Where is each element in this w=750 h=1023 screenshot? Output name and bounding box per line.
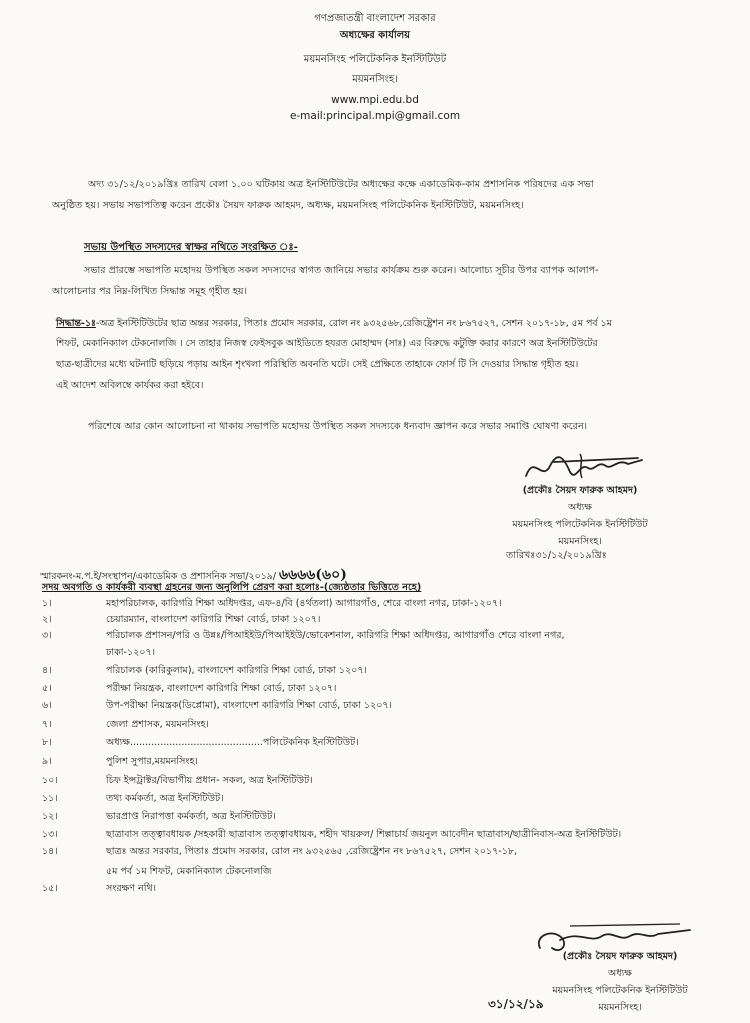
cc-list-text: অধ্যক্ষ............................................পলিটেকনিক ইনস্টিটিউট। [106, 737, 359, 748]
cc-list-number: ৩। [42, 630, 52, 641]
memo-ref-handwritten: ৬৬৬৬(৬০) [279, 567, 347, 583]
cc-list-text: তথ্য কর্মকর্তা, অত্র ইনস্টিটিউট। [106, 793, 224, 804]
cc-heading: সদয় অবগতি ও কার্যকরী ব্যবস্থা গ্রহনের জন্য অনুলিপি প্রেরণ করা হলোঃ-(জ্যেষ্ঠতার ভিত্তিতে নহে) [42, 582, 422, 593]
signature-1-name: (প্রকৌঃ সৈয়দ ফারুক আহমদ) [522, 485, 638, 496]
institute-city: ময়মনসিংহ। [352, 74, 398, 85]
opening-line-1: সভার প্রারম্ভে সভাপতি মহোদয় উপস্থিত সকল সদস্যদের স্বাগত জানিয়ে সভার কার্যক্রম শুরু করেন। আলোচ্য সূচীর উপর ব্যাপক আলাপ- [84, 265, 599, 276]
cc-list-text: পুলিশ সুপার,ময়মনসিংহ। [106, 756, 198, 767]
decision-line-1 [56, 316, 612, 331]
cc-list-number: ১০। [42, 775, 58, 786]
signature-1-image [520, 448, 650, 488]
initials-handwritten: ৩১/১২/১৯ [488, 997, 544, 1011]
gov-title: গণপ্রজাতন্ত্রী বাংলাদেশ সরকার [314, 13, 436, 24]
cc-list-text: পরিচালক প্রশাসন/পরি ও উন্নঃ/পিআইইউ/পিআইইউ/ভোকেশনাল, কারিগরি শিক্ষা অধিদপ্তর, আগারগাঁও শেরে বাংলা নগর, [106, 630, 565, 641]
cc-list-text: জেলা প্রশাসক, ময়মনসিংহ। [106, 719, 209, 730]
signature-2-institute: ময়মনসিংহ পলিটেকনিক ইনস্টিটিউট [552, 985, 688, 996]
cc-list-text: মহাপরিচালক, কারিগরি শিক্ষা অধিদপ্তর, এফ-৪/বি (৪র্থতলা) আগারগাঁও, শেরে বাংলা নগর, ঢাকা-১২০৭। [106, 598, 502, 609]
signature-1-title: অধ্যক্ষ [567, 502, 592, 513]
cc-list-text: ঢাকা-১২০৭। [106, 647, 156, 658]
signature-1-date: তারিখঃ৩১/১২/২০১৯খ্রিঃ [506, 550, 607, 561]
memo-ref: স্মারকনং-ম.প.ই/সংস্থাপন/একাডেমিক ও প্রশাসনিক সভা/২০১৯/ [40, 571, 277, 582]
cc-list-number: ১৩। [42, 829, 58, 840]
cc-list-number: ৫। [42, 683, 52, 694]
signature-2-name: (প্রকৌঃ সৈয়দ ফারুক আহমদ) [562, 951, 678, 962]
cc-list-number: ৮। [42, 737, 52, 748]
cc-list-text: ছাত্রঃ অন্তর সরকার, পিতাঃ প্রমোদ সরকার, রোল নং ৯৩২৫৬৫ ,রেজিষ্ট্রেশন নং ৮৬৭৫২৭, সেশন ২০১৭-১৮, [106, 846, 518, 857]
institute-name: ময়মনসিংহ পলিটেকনিক ইনস্টিটিউট [303, 54, 447, 65]
cc-list-number: ২। [42, 614, 52, 625]
intro-line-1: অদ্য ৩১/১২/২০১৯খ্রিঃ তারিখ বেলা ১.০০ ঘটিকায় অত্র ইনস্টিটিউটের অধ্যক্ষের কক্ষে একাডেমিক-কাম প্রশাসনিক পরিষদের এক সভা [88, 179, 594, 190]
cc-list-number: ১। [42, 598, 52, 609]
cc-list-text: চিফ ইন্সট্রাক্টর/বিভাগীয় প্রধান- সকল, অত্র ইনস্টিটিউট। [106, 775, 313, 786]
office-title: অধ্যক্ষের কার্যালয় [339, 30, 411, 41]
signature-1-institute: ময়মনসিংহ পলিটেকনিক ইনস্টিটিউট [512, 519, 648, 530]
cc-list-number: ১৫। [42, 883, 58, 894]
cc-list-number: ১২। [42, 811, 58, 822]
website-link: www.mpi.edu.bd [331, 94, 419, 106]
signature-1-city: ময়মনসিংহ। [558, 536, 602, 547]
cc-list-number: ১১। [42, 793, 58, 804]
cc-list-number: ৯। [42, 756, 52, 767]
cc-list-text: পরীক্ষা নিয়ন্ত্রক, বাংলাদেশ কারিগরি শিক্ষা বোর্ড, ঢাকা ১২০৭। [106, 683, 337, 694]
cc-list-text: ৫ম পর্ব ১ম শিফট, মেকানিক্যাল টেকনোলজি [106, 866, 272, 877]
cc-list-text: উপ-পরীক্ষা নিয়ন্ত্রক(ডিপ্লোমা), বাংলাদেশ কারিগরি শিক্ষা বোর্ড, ঢাকা ১২০৭। [106, 700, 392, 711]
decision-line-4: এই আদেশ অবিলম্বে কার্যকর করা হইবে। [56, 380, 204, 391]
cc-list-number: ৬। [42, 700, 52, 711]
cc-list-text: পরিচালক (কারিকুলাম), বাংলাদেশ কারিগরি শিক্ষা বোর্ড, ঢাকা ১২০৭। [106, 665, 367, 676]
decision-line-2: শিফট, মেকানিক্যাল টেকনোলজি । সে তাহার নিজস্ব ফেইসবুক আইডিতে হযরত মোহাম্মদ (সাঃ) এর বিরুদ্ধে কটুক্তি করার কারণে অত্র ইনস্টিটিউটের [56, 338, 598, 349]
decision-text-1: -অত্র ইনস্টিটিউটের ছাত্র অন্তর সরকার, পিতাঃ প্রমোদ সরকার, রোল নং ৯৩২৫৬৮,রেজিষ্ট্রেশন নং ৮৬৭৫২৭, সেশন ২০১৭-১৮, ৫ম পর্ব ১ম [95, 318, 612, 329]
attendance-heading: সভায় উপস্থিত সদস্যদের স্বাক্ষর নথিতে সংরক্ষিত ঃ- [84, 242, 298, 253]
email-address: e-mail:principal.mpi@gmail.com [289, 110, 461, 122]
cc-list-text: চেয়ারম্যান, বাংলাদেশ কারিগরি শিক্ষা বোর্ড, ঢাকা ১২০৭। [106, 614, 321, 625]
cc-list-text: সংরক্ষণ নথি। [106, 883, 156, 894]
opening-line-2: আলোচনার পর নিম্ন-লিখিত সিদ্ধান্ত সমূহ গৃহীত হয়। [52, 286, 248, 297]
decision-label: সিদ্ধান্ত-১ঃ [56, 318, 96, 329]
decision-line-3: ছাত্র-ছাত্রীদের মধ্যে ঘটনাটি ছড়িয়ে পড়ায় আইন শৃংখলা পরিস্থিতি অবনতি ঘটে। সেই প্রেক্ষিতে তাহাকে ফোর্স টি সি দেওয়ার সিদ্ধান্ত গৃহীত হয়। [56, 359, 579, 370]
cc-list-text: ভারপ্রাপ্ত নিরাপত্তা কর্মকর্তা, অত্র ইনস্টিটিউট। [106, 811, 276, 822]
closing-line: পরিশেষে আর কোন আলোচনা না থাকায় সভাপতি মহোদয় উপস্থিত সকল সদস্যকে ধন্যবাদ জ্ঞাপন করে সভার সমাপ্তি ঘোষণা করেন। [88, 421, 588, 432]
cc-list-number: ১৪। [42, 846, 58, 857]
signature-2-city: ময়মনসিংহ। [598, 1002, 642, 1013]
intro-line-2: অনুষ্ঠিত হয়। সভায় সভাপতিত্ব করেন প্রকৌঃ সৈয়দ ফারুক আহমদ, অধ্যক্ষ, ময়মনসিংহ পলিটেকনিক ইনস্টিটিউট, ময়মনসিংহ। [52, 200, 524, 211]
signature-2-title: অধ্যক্ষ [607, 968, 632, 979]
cc-list-number: ৭। [42, 719, 52, 730]
cc-list-text: ছাত্রাবাস তত্ত্বাবধায়ক /সহকারী ছাত্রাবাস তত্ত্বাবধায়ক, শহীদ খায়রুল/ শিল্পাচার্য জয়নুল আবেদীন ছাত্রাবাস/ছাত্রীনিবাস-অত্র ইনস্টিটিউট। [106, 829, 622, 840]
cc-list-number: ৪। [42, 665, 52, 676]
